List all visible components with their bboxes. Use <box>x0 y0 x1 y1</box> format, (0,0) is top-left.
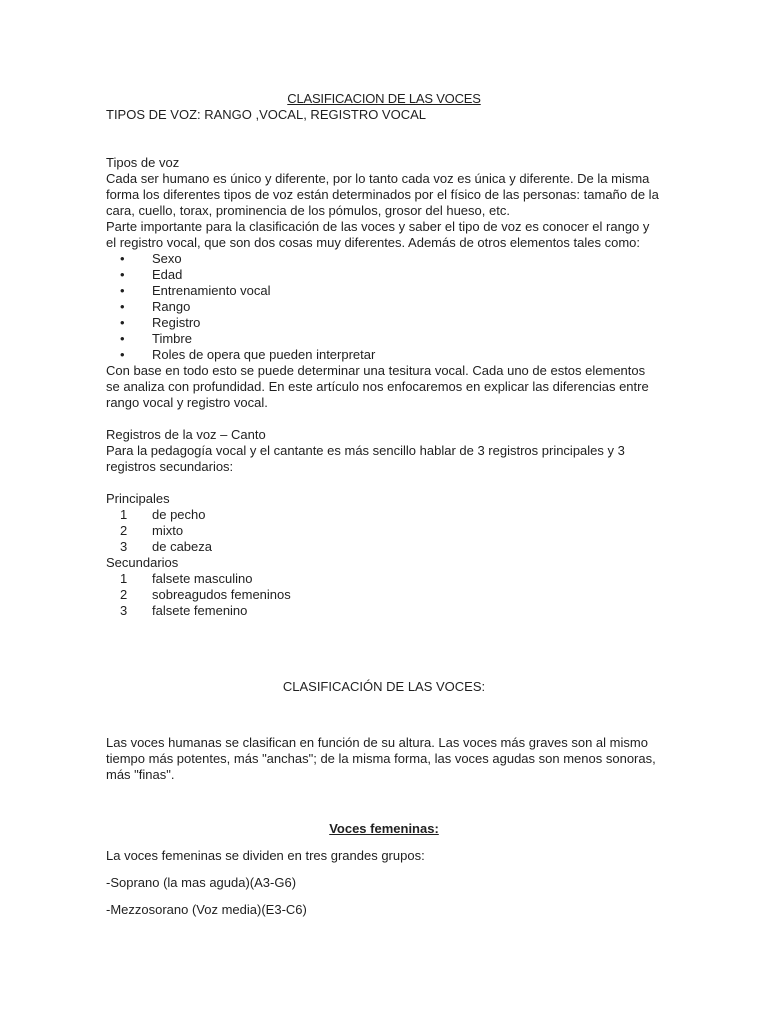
list-item <box>106 571 662 587</box>
paragraph-registros-1: Para la pedagogía vocal y el cantante es más sencillo hablar de 3 registros principales y 3 registros secundarios: <box>106 443 625 474</box>
section-heading-clasificacion: CLASIFICACIÓN DE LAS VOCES: <box>282 679 486 694</box>
list-item-text: falsete masculino <box>152 571 253 586</box>
label-secundarios: Secundarios <box>106 555 179 570</box>
list-item-text: Sexo <box>152 251 182 266</box>
paragraph-tipos-1: Cada ser humano es único y diferente, por lo tanto cada voz es única y diferente. De la misma forma los diferentes tipos de voz están determinados por el físico de las personas: tamaño de la cara, cuello, torax, prominencia de los pómulos, grosor del hueso, etc. <box>106 171 659 218</box>
section-heading-voces-femeninas: Voces femeninas: <box>329 821 439 836</box>
spacer <box>106 783 662 821</box>
bullet-marker: • <box>120 315 125 330</box>
spacer <box>106 411 662 427</box>
bullet-marker: • <box>120 251 125 266</box>
spacer <box>106 695 662 735</box>
list-item <box>106 331 662 347</box>
label-principales: Principales <box>106 491 170 506</box>
list-item <box>106 587 662 603</box>
spacer <box>106 837 662 848</box>
list-item-text: Registro <box>152 315 201 330</box>
bullet-marker: • <box>120 331 125 346</box>
list-item <box>106 539 662 555</box>
list-item <box>106 251 662 267</box>
list-item-text: Roles de opera que pueden interpretar <box>152 347 376 362</box>
list-item-text: de pecho <box>152 507 206 522</box>
list-number: 3 <box>120 539 128 554</box>
numbered-list-principales <box>106 507 662 555</box>
paragraph-tipos-3: Con base en todo esto se puede determinar una tesitura vocal. Cada uno de estos elementos se analiza con profundidad. En este artículo nos enfocaremos en explicar las diferencias entre rango vocal y registro vocal. <box>106 363 649 410</box>
bullet-marker: • <box>120 299 125 314</box>
spacer <box>106 891 662 902</box>
list-item-text: sobreagudos femeninos <box>152 587 291 602</box>
section-heading-registros: Registros de la voz – Canto <box>106 427 266 442</box>
document-subtitle: TIPOS DE VOZ: RANGO ,VOCAL, REGISTRO VOCAL <box>106 107 427 122</box>
list-number: 1 <box>120 571 128 586</box>
voice-item-soprano: -Soprano (la mas aguda)(A3-G6) <box>106 875 297 890</box>
list-item-text: mixto <box>152 523 184 538</box>
list-number: 3 <box>120 603 128 618</box>
numbered-list-secundarios <box>106 571 662 619</box>
list-item-text: falsete femenino <box>152 603 248 618</box>
list-item <box>106 347 662 363</box>
list-item-text: Timbre <box>152 331 192 346</box>
spacer <box>106 475 662 491</box>
list-item-text: Entrenamiento vocal <box>152 283 271 298</box>
voice-item-mezzosoprano: -Mezzosorano (Voz media)(E3-C6) <box>106 902 307 917</box>
paragraph-femeninas-intro: La voces femeninas se dividen en tres grandes grupos: <box>106 848 425 863</box>
list-item <box>106 299 662 315</box>
section-heading-tipos: Tipos de voz <box>106 155 180 170</box>
paragraph-clasificacion-1: Las voces humanas se clasifican en función de su altura. Las voces más graves son al mismo tiempo más potentes, más "anchas"; de la misma forma, las voces agudas son menos sonoras, más "finas". <box>106 735 656 782</box>
list-item <box>106 603 662 619</box>
document-page <box>106 91 662 918</box>
list-item <box>106 523 662 539</box>
list-item-text: Edad <box>152 267 183 282</box>
paragraph-tipos-2: Parte importante para la clasificación de las voces y saber el tipo de voz es conocer el rango y el registro vocal, que son dos cosas muy diferentes. Además de otros elementos tales como: <box>106 219 650 250</box>
list-item <box>106 267 662 283</box>
spacer <box>106 123 662 155</box>
bullet-marker: • <box>120 283 125 298</box>
bullet-marker: • <box>120 347 125 362</box>
list-number: 2 <box>120 523 128 538</box>
bullet-list-elementos <box>106 251 662 363</box>
bullet-marker: • <box>120 267 125 282</box>
list-item <box>106 283 662 299</box>
list-item <box>106 315 662 331</box>
document-title: CLASIFICACION DE LAS VOCES <box>287 91 481 106</box>
list-item-text: Rango <box>152 299 191 314</box>
list-number: 2 <box>120 587 128 602</box>
spacer <box>106 864 662 875</box>
list-number: 1 <box>120 507 128 522</box>
spacer <box>106 619 662 679</box>
list-item <box>106 507 662 523</box>
list-item-text: de cabeza <box>152 539 212 554</box>
